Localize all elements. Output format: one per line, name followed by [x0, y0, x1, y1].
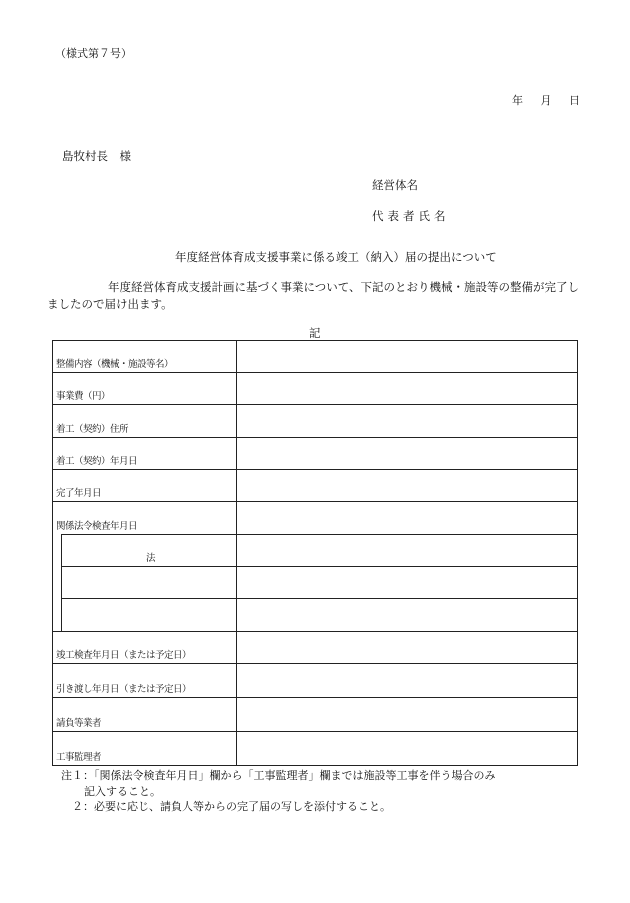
date-year: 年 — [512, 94, 523, 107]
row-label: 請負等業者 — [53, 698, 237, 732]
recipient: 島牧村長 様 — [62, 149, 131, 163]
form-number: （様式第７号） — [55, 47, 132, 60]
table-row — [53, 373, 578, 405]
indent-spacer — [53, 599, 62, 632]
table-row — [53, 502, 578, 535]
row-value-field[interactable] — [237, 341, 578, 373]
row-value-field[interactable] — [237, 438, 578, 470]
business-name-label: 経営体名 — [372, 178, 418, 192]
law-sub-field[interactable] — [62, 567, 237, 599]
indent-spacer — [53, 567, 62, 599]
row-value-field[interactable] — [237, 664, 578, 698]
table-row — [53, 438, 578, 470]
table-row — [53, 732, 578, 766]
row-label: 整備内容（機械・施設等名） — [53, 341, 237, 373]
body-text: 年度経営体育成支援計画に基づく事業について、下記のとおり機械・施設等の整備が完了しましたので届け出ます。 — [47, 280, 580, 311]
row-value-field[interactable] — [237, 373, 578, 405]
law-value-field[interactable] — [237, 567, 578, 599]
table-row — [53, 664, 578, 698]
row-value-field[interactable] — [237, 502, 578, 535]
document-subject: 年度経営体育成支援事業に係る竣工（納入）届の提出について — [175, 250, 497, 264]
law-label: 法 — [62, 535, 237, 567]
note-1-line-2: 記入すること。 — [84, 784, 161, 798]
table-row — [53, 470, 578, 502]
row-label: 引き渡し年月日（または予定日） — [53, 664, 237, 698]
table-row — [53, 341, 578, 373]
completion-form-table — [52, 340, 578, 766]
row-label: 着工（契約）住所 — [53, 405, 237, 438]
representative-name-label: 代表者氏名 — [372, 209, 450, 223]
date-day: 日 — [568, 94, 580, 107]
row-value-field[interactable] — [237, 698, 578, 732]
row-value-field[interactable] — [237, 632, 578, 664]
row-value-field[interactable] — [237, 732, 578, 766]
date-line — [512, 92, 580, 108]
row-label: 工事監理者 — [53, 732, 237, 766]
row-value-field[interactable] — [237, 470, 578, 502]
table-row — [53, 535, 578, 567]
row-label: 事業費（円） — [53, 373, 237, 405]
indent-spacer — [53, 535, 62, 567]
row-label: 完了年月日 — [53, 470, 237, 502]
date-month: 月 — [540, 94, 552, 107]
law-value-field[interactable] — [237, 599, 578, 632]
notes — [61, 768, 496, 815]
table-row — [53, 405, 578, 438]
table-row — [53, 698, 578, 732]
note-2: ２：必要に応じ、請負人等からの完了届の写しを添付すること。 — [72, 800, 391, 813]
table-row — [53, 599, 578, 632]
law-value-field[interactable] — [237, 535, 578, 567]
row-label: 竣工検査年月日（または予定日） — [53, 632, 237, 664]
note-1-line-1: 注１：「関係法令検査年月日」欄から「工事監理者」欄までは施設等工事を伴う場合のみ — [61, 769, 496, 782]
row-label: 関係法令検査年月日 — [53, 502, 237, 535]
table-row — [53, 567, 578, 599]
row-value-field[interactable] — [237, 405, 578, 438]
law-sub-field[interactable] — [62, 599, 237, 632]
row-label: 着工（契約）年月日 — [53, 438, 237, 470]
table-row — [53, 632, 578, 664]
ki-label: 記 — [309, 326, 321, 340]
